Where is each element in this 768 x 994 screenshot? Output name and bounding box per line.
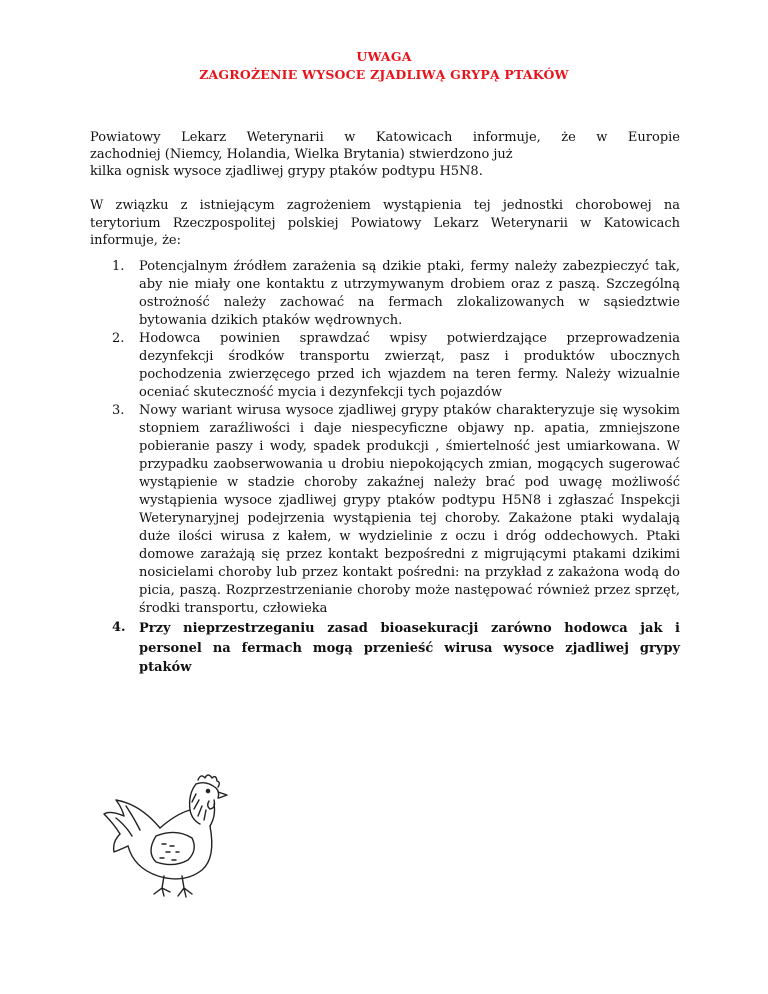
header-title: ZAGROŻENIE WYSOCE ZJADLIWĄ GRYPĄ PTAKÓW bbox=[199, 67, 569, 82]
list-item-number: 1. bbox=[112, 259, 125, 274]
list-item-text: Przy nieprzestrzeganiu zasad bioasekuracji zarówno hodowca jak i personel na fermach mogą przenieść wirusa wysoce zjadliwej grypy ptaków bbox=[139, 621, 680, 675]
list-item-text: Potencjalnym źródłem zarażenia są dzikie ptaki, fermy należy zabezpieczyć tak, aby nie miały one kontaktu z utrzymywanym drobiem oraz z paszą. Szczególną ostrożność należy zachować na fermach zlokalizowanych w sąsiedztwie bytowania dzikich ptaków wędrownych. bbox=[139, 259, 680, 328]
list-item-text: Nowy wariant wirusa wysoce zjadliwej grypy ptaków charakteryzuje się wysokim stopniem zaraźliwości i daje niespecyficzne objawy np. apatia, zmniejszone pobieranie paszy i wody, spadek produkcji , śmiertelność jest umiarkowana. W przypadku zaobserwowania u drobiu niepokojących zmian, mogących sugerować wystąpienie w stadzie choroby zakaźnej należy brać pod uwagę możliwość wystąpienia wysoce zjadliwej grypy ptaków podtypu H5N8 i zgłaszać Inspekcji Weterynaryjnej podejrzenia wystąpienia tej choroby. Zakażone ptaki wydalają duże ilości wirusa z kałem, w wydzielinie z oczu i dróg oddechowych. Ptaki domowe zarażają się przez kontakt bezpośredni z migrującymi ptakami dzikimi nosicielami choroby lub przez kontakt pośredni: na przykład z zakażona wodą do picia, paszą. Rozprzestrzenianie choroby może następować również przez sprzęt, środki transportu, człowieka bbox=[139, 403, 680, 616]
list-item bbox=[90, 619, 680, 678]
list-item-number: 4. bbox=[112, 620, 126, 635]
list-item-number: 2. bbox=[112, 331, 125, 346]
hen-icon bbox=[96, 770, 236, 900]
intro-line-2: zachodniej (Niemcy, Holandia, Wielka Brytania) stwierdzono już bbox=[90, 147, 513, 162]
list-item bbox=[90, 402, 680, 618]
list-item bbox=[90, 330, 680, 402]
paragraph-2: W związku z istniejącym zagrożeniem wystąpienia tej jednostki chorobowej na terytorium Rzeczpospolitej polskiej Powiatowy Lekarz Weterynarii w Katowicach informuje, że: bbox=[90, 198, 680, 248]
list-item-text: Hodowca powinien sprawdzać wpisy potwierdzające przeprowadzenia dezynfekcji środków transportu zwierząt, pasz i produktów ubocznych pochodzenia zwierzęcego przed ich wjazdem na teren fermy. Należy wizualnie oceniać skuteczność mycia i dezynfekcji tych pojazdów bbox=[139, 331, 680, 400]
intro-line-1: Powiatowy Lekarz Weterynarii w Katowicach informuje, że w Europie bbox=[90, 130, 680, 145]
header-warning: UWAGA bbox=[356, 49, 412, 64]
numbered-list bbox=[90, 258, 680, 678]
list-item bbox=[90, 258, 680, 330]
list-item-number: 3. bbox=[112, 403, 125, 418]
intro-line-3: kilka ognisk wysoce zjadliwej grypy ptaków podtypu H5N8. bbox=[90, 164, 483, 179]
